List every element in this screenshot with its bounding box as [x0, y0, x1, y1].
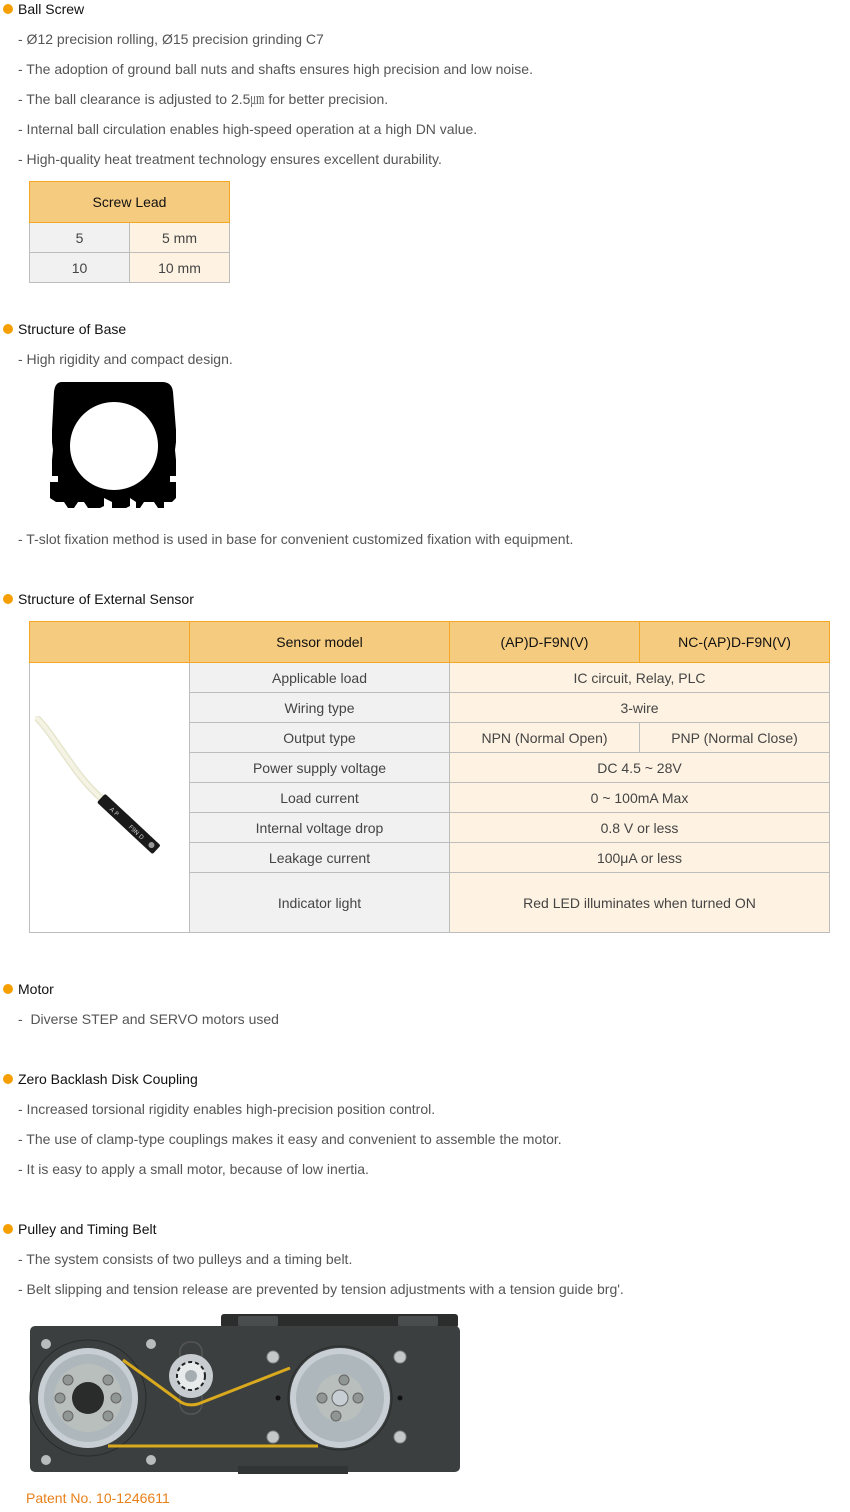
- section-title: Structure of Base: [18, 321, 127, 337]
- section-title: Ball Screw: [18, 1, 85, 17]
- pulley-line: - The system consists of two pulleys and a timing belt.: [18, 1251, 353, 1267]
- spec-value: 3-wire: [450, 693, 830, 723]
- bullet-icon: [3, 1224, 13, 1234]
- coupling-line: - The use of clamp-type couplings makes it easy and convenient to assemble the motor.: [18, 1131, 562, 1147]
- spec-label: Internal voltage drop: [190, 813, 450, 843]
- ball-screw-line: - Ø12 precision rolling, Ø15 precision grinding C7: [18, 31, 324, 47]
- spec-value: 0.8 V or less: [450, 813, 830, 843]
- motor-heading: [0, 980, 54, 998]
- table-row: [30, 223, 230, 253]
- header-model-b: NC-(AP)D-F9N(V): [640, 622, 830, 663]
- pulley-belt-image: [28, 1312, 462, 1474]
- base-line: - High rigidity and compact design.: [18, 351, 233, 367]
- lead-code: 5: [30, 223, 130, 253]
- spec-value: DC 4.5 ~ 28V: [450, 753, 830, 783]
- pulley-line: - Belt slipping and tension release are prevented by tension adjustments with a tension guide brg'.: [18, 1281, 624, 1297]
- ball-screw-line: - The adoption of ground ball nuts and shafts ensures high precision and low noise.: [18, 61, 533, 77]
- section-title: Motor: [18, 981, 54, 997]
- base-heading: [0, 320, 126, 338]
- sensor-image: [35, 716, 185, 876]
- pulley-heading: [0, 1220, 157, 1238]
- spec-value: Red LED illuminates when turned ON: [450, 873, 830, 933]
- spec-label: Output type: [190, 723, 450, 753]
- spec-value-a: NPN (Normal Open): [450, 723, 640, 753]
- screw-lead-table: [29, 181, 230, 283]
- spec-label: Power supply voltage: [190, 753, 450, 783]
- spec-value: 0 ~ 100mA Max: [450, 783, 830, 813]
- base-line: - T-slot fixation method is used in base for convenient customized fixation with equipment.: [18, 531, 574, 547]
- header-blank: [30, 622, 190, 663]
- spec-label: Wiring type: [190, 693, 450, 723]
- spec-label: Load current: [190, 783, 450, 813]
- table-row: [30, 253, 230, 283]
- base-profile-image: [48, 380, 180, 510]
- spec-label: Indicator light: [190, 873, 450, 933]
- spec-label: Leakage current: [190, 843, 450, 873]
- sensor-heading: [0, 590, 194, 608]
- header-sensor-model: Sensor model: [190, 622, 450, 663]
- spec-value: 100μA or less: [450, 843, 830, 873]
- section-title: Zero Backlash Disk Coupling: [18, 1071, 198, 1087]
- spec-value: IC circuit, Relay, PLC: [450, 663, 830, 693]
- lead-code: 10: [30, 253, 130, 283]
- bullet-icon: [3, 4, 13, 14]
- section-title: Structure of External Sensor: [18, 591, 194, 607]
- lead-value: 10 mm: [130, 253, 230, 283]
- section-title: Pulley and Timing Belt: [18, 1221, 157, 1237]
- motor-line: - Diverse STEP and SERVO motors used: [18, 1011, 279, 1027]
- spec-label: Applicable load: [190, 663, 450, 693]
- lead-value: 5 mm: [130, 223, 230, 253]
- ball-screw-line: - The ball clearance is adjusted to 2.5㎛ for better precision.: [18, 91, 389, 107]
- coupling-heading: [0, 1070, 198, 1088]
- bullet-icon: [3, 1074, 13, 1084]
- bullet-icon: [3, 594, 13, 604]
- coupling-line: - It is easy to apply a small motor, because of low inertia.: [18, 1161, 369, 1177]
- sensor-image-cell: [30, 663, 190, 933]
- bullet-icon: [3, 324, 13, 334]
- spec-value-b: PNP (Normal Close): [640, 723, 830, 753]
- table-row: [30, 663, 830, 693]
- ball-screw-line: - High-quality heat treatment technology ensures excellent durability.: [18, 151, 442, 167]
- svg-text:F9N D: F9N D: [126, 823, 145, 842]
- coupling-line: - Increased torsional rigidity enables high-precision position control.: [18, 1101, 436, 1117]
- header-model-a: (AP)D-F9N(V): [450, 622, 640, 663]
- patent-number: Patent No. 10-1246611: [26, 1490, 170, 1506]
- sensor-spec-table: [29, 621, 830, 933]
- ball-screw-line: - Internal ball circulation enables high-speed operation at a high DN value.: [18, 121, 478, 137]
- svg-text:A P: A P: [107, 806, 120, 818]
- bullet-icon: [3, 984, 13, 994]
- screw-lead-header: Screw Lead: [30, 182, 230, 223]
- ball-screw-heading: [0, 0, 84, 18]
